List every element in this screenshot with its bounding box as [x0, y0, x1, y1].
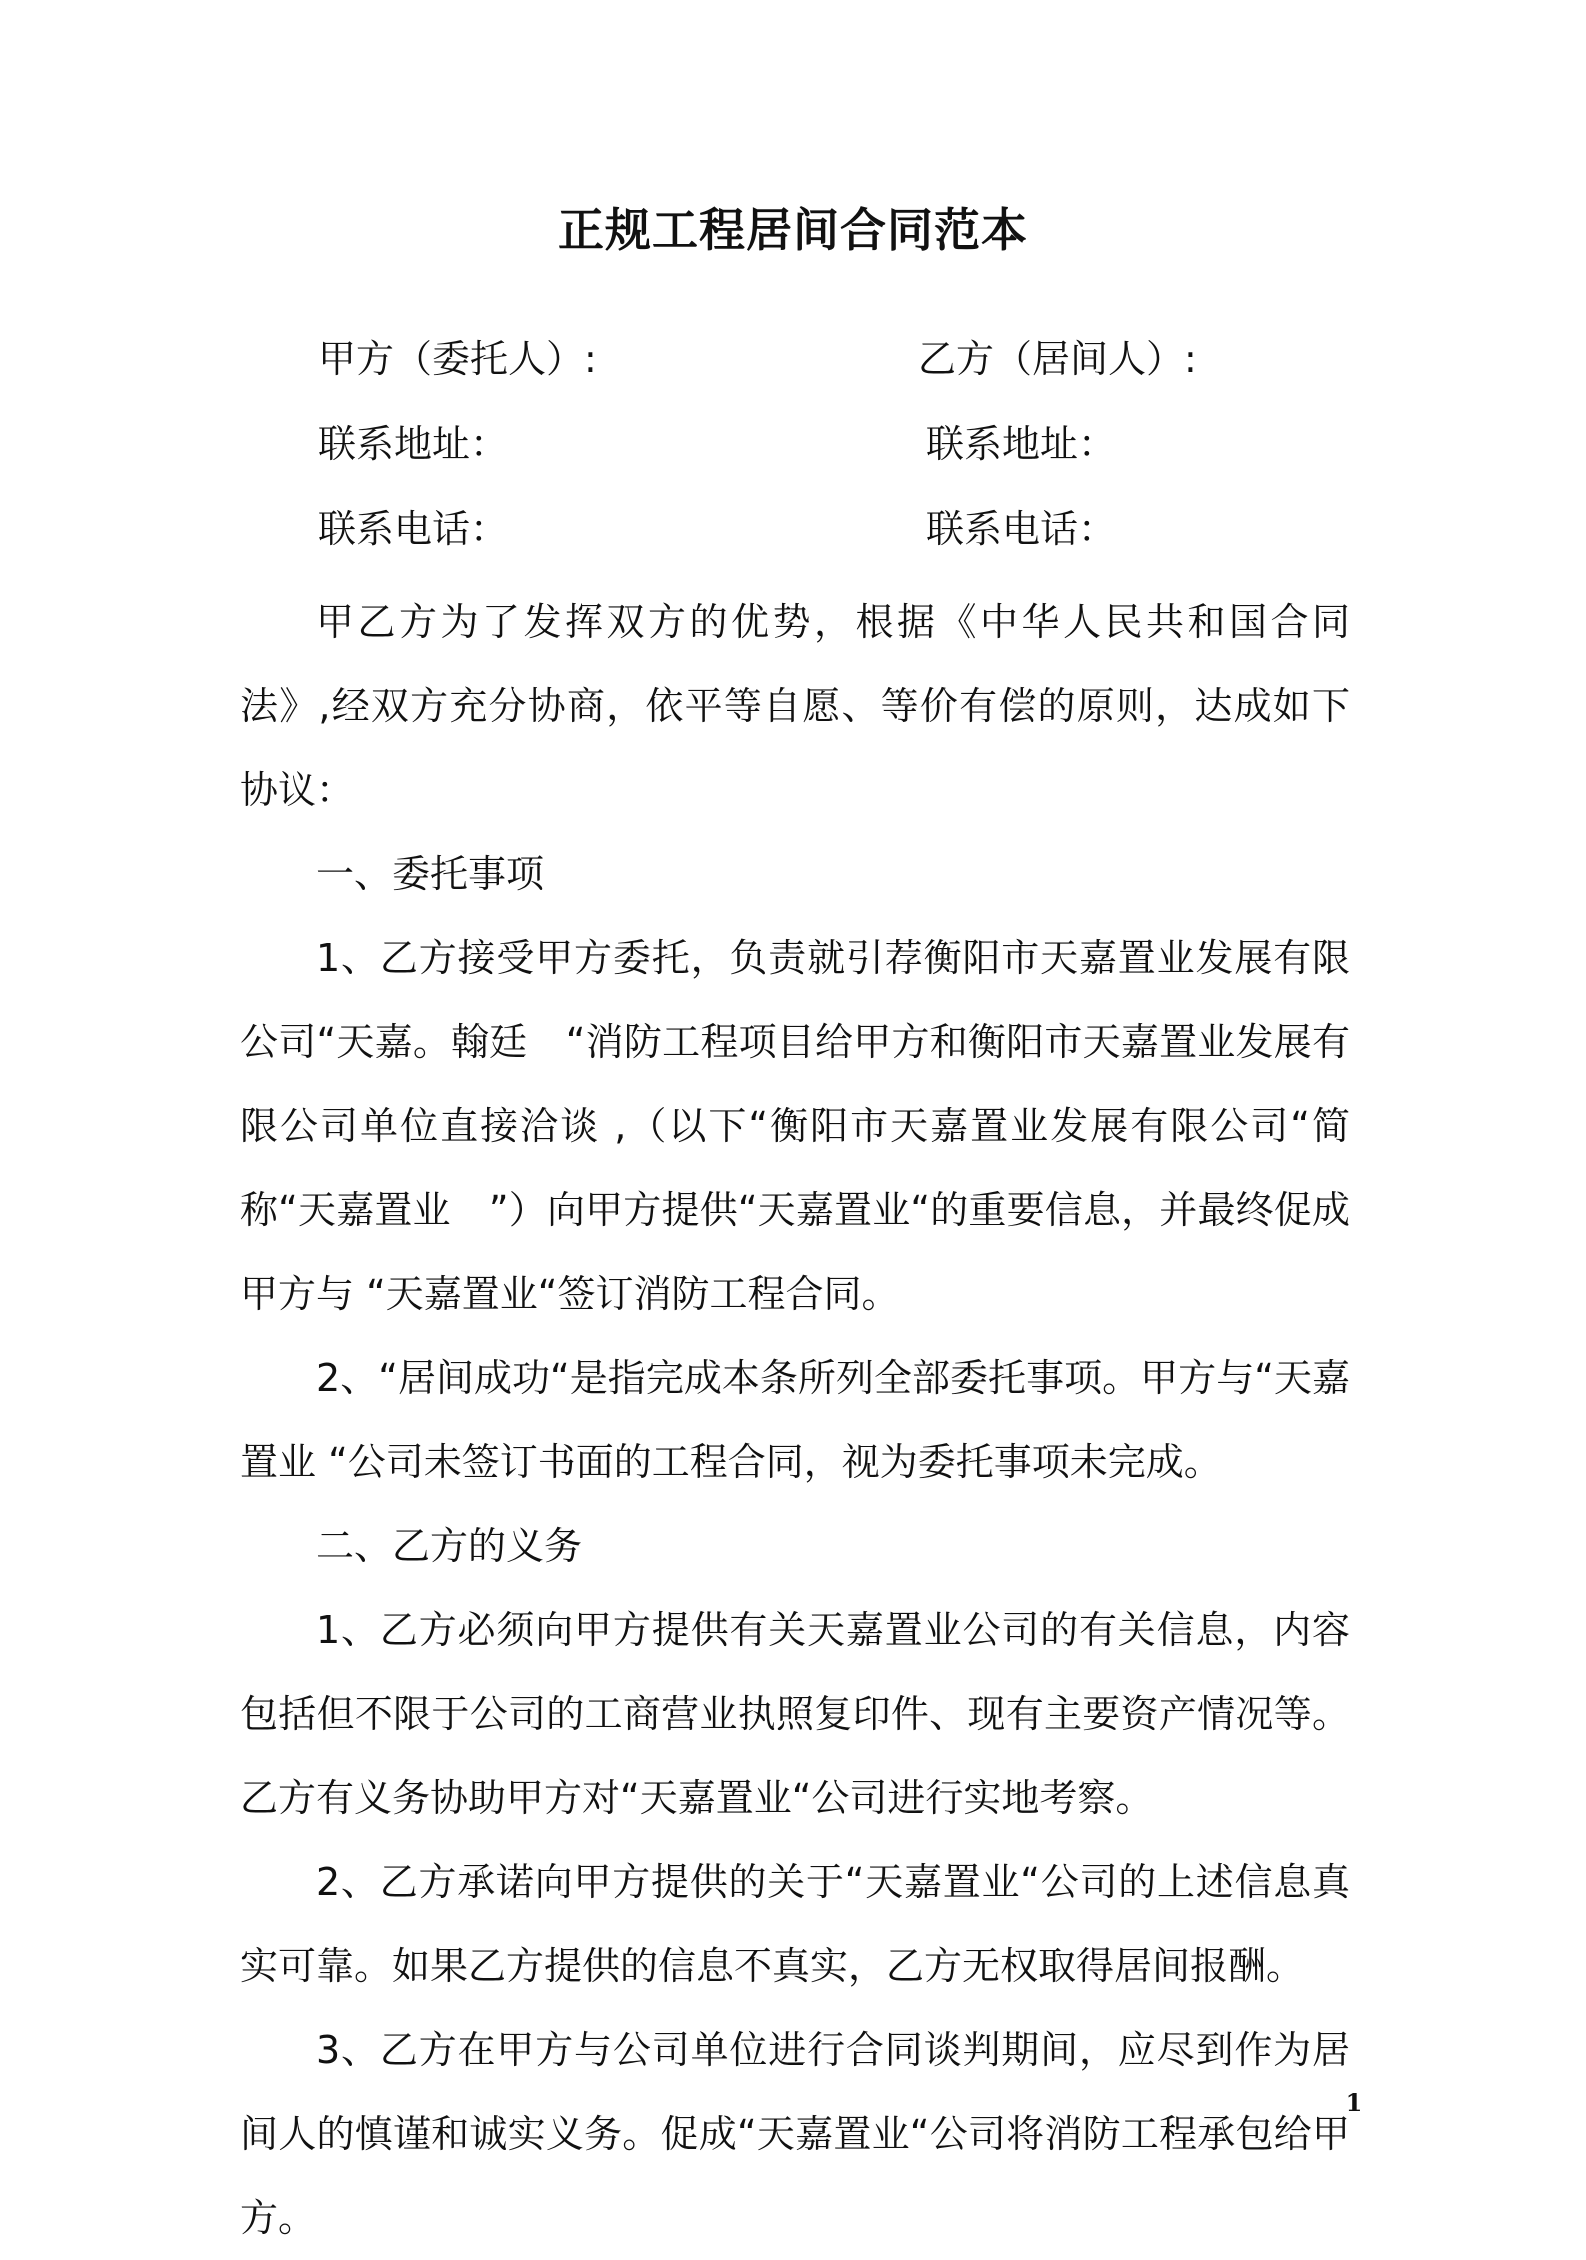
clause-2-1: 1、乙方必须向甲方提供有关天嘉置业公司的有关信息，内容包括但不限于公司的工商营业执照复印件、现有主要资产情况等。乙方有义务协助甲方对“天嘉置业“公司进行实地考察。	[240, 1608, 1350, 1820]
page-number: 1	[1345, 2088, 1363, 2117]
preamble-paragraph: 甲乙方为了发挥双方的优势，根据《中华人民共和国合同法》,经双方充分协商，依平等自愿、等价有偿的原则，达成如下协议：	[240, 600, 1350, 812]
party-b-phone-label: 联系电话：	[926, 507, 1117, 551]
party-a-label: 甲方（委托人）:	[318, 337, 597, 381]
contract-body	[240, 580, 1350, 2260]
clause-1-2: 2、“居间成功“是指完成本条所列全部委托事项。甲方与“天嘉置业 “公司未签订书面的工程合同，视为委托事项未完成。	[240, 1356, 1350, 1484]
clause-2-2: 2、乙方承诺向甲方提供的关于“天嘉置业“公司的上述信息真实可靠。如果乙方提供的信息不真实，乙方无权取得居间报酬。	[240, 1860, 1350, 1988]
document-title: 正规工程居间合同范本	[558, 203, 1028, 257]
clause-1-1: 1、乙方接受甲方委托，负责就引荐衡阳市天嘉置业发展有限公司“天嘉。翰廷 “消防工程项目给甲方和衡阳市天嘉置业发展有限公司单位直接洽谈 ,（以下“衡阳市天嘉置业发展有限公司“简称“天嘉置业 ”）向甲方提供“天嘉置业“的重要信息，并最终促成甲方与 “天嘉置业“签订消防工程合同。	[240, 936, 1350, 1316]
section-heading-party-b-obligations: 二、乙方的义务	[316, 1524, 583, 1568]
section-heading-entrusted-matters: 一、委托事项	[316, 852, 545, 896]
clause-2-3: 3、乙方在甲方与公司单位进行合同谈判期间，应尽到作为居间人的慎谨和诚实义务。促成“天嘉置业“公司将消防工程承包给甲方。	[240, 2028, 1350, 2240]
party-b-address-label: 联系地址：	[926, 422, 1117, 466]
party-b-label: 乙方（居间人）:	[918, 337, 1197, 381]
party-a-address-label: 联系地址：	[318, 422, 509, 466]
party-a-phone-label: 联系电话：	[318, 507, 509, 551]
